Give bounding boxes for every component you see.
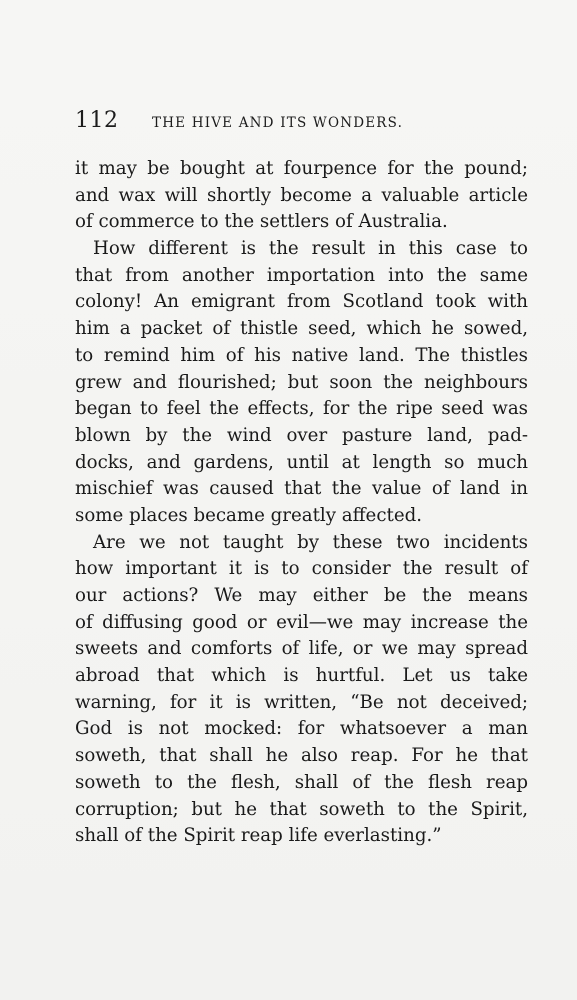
text-line: it may be bought at fourpence for the pound; xyxy=(75,158,528,179)
text-line: our actions? We may either be the means xyxy=(75,585,528,606)
text-line: warning, for it is written, “Be not deceived; xyxy=(75,691,528,713)
page-header xyxy=(75,108,528,138)
page-number: 112 xyxy=(75,108,119,133)
text-line: abroad that which is hurtful. Let us take xyxy=(75,665,528,687)
text-line: corruption; but he that soweth to the Spirit, xyxy=(75,798,528,820)
text-line: and wax will shortly become a valuable article xyxy=(75,184,528,206)
text-line: that from another importation into the same xyxy=(75,264,528,286)
text-line: how important it is to consider the result of xyxy=(75,558,528,580)
text-line: of commerce to the settlers of Australia. xyxy=(75,211,448,233)
text-line: blown by the wind over pasture land, pad- xyxy=(75,424,528,446)
text-line: mischief was caused that the value of land in xyxy=(75,478,528,500)
text-line: grew and flourished; but soon the neighbours xyxy=(75,371,528,393)
text-line: began to feel the effects, for the ripe seed was xyxy=(75,398,528,420)
text-line: Are we not taught by these two incidents xyxy=(93,531,528,553)
body-text xyxy=(75,156,528,850)
text-line: some places became greatly affected. xyxy=(75,504,423,526)
running-title: THE HIVE AND ITS WONDERS. xyxy=(152,115,404,131)
text-line: soweth to the flesh, shall of the flesh reap xyxy=(75,771,528,793)
text-line: to remind him of his native land. The thistles xyxy=(75,344,528,366)
text-line: shall of the Spirit reap life everlasting.” xyxy=(75,825,442,847)
text-line: sweets and comforts of life, or we may spread xyxy=(75,638,528,660)
text-line: God is not mocked: for whatsoever a man xyxy=(75,718,528,740)
text-line: soweth, that shall he also reap. For he that xyxy=(75,745,528,767)
text-line: of diffusing good or evil—we may increase the xyxy=(75,611,528,633)
text-line: him a packet of thistle seed, which he sowed, xyxy=(75,318,528,340)
text-line: How different is the result in this case to xyxy=(93,238,528,260)
text-line: colony! An emigrant from Scotland took with xyxy=(75,291,528,313)
text-line: docks, and gardens, until at length so much xyxy=(75,451,528,473)
